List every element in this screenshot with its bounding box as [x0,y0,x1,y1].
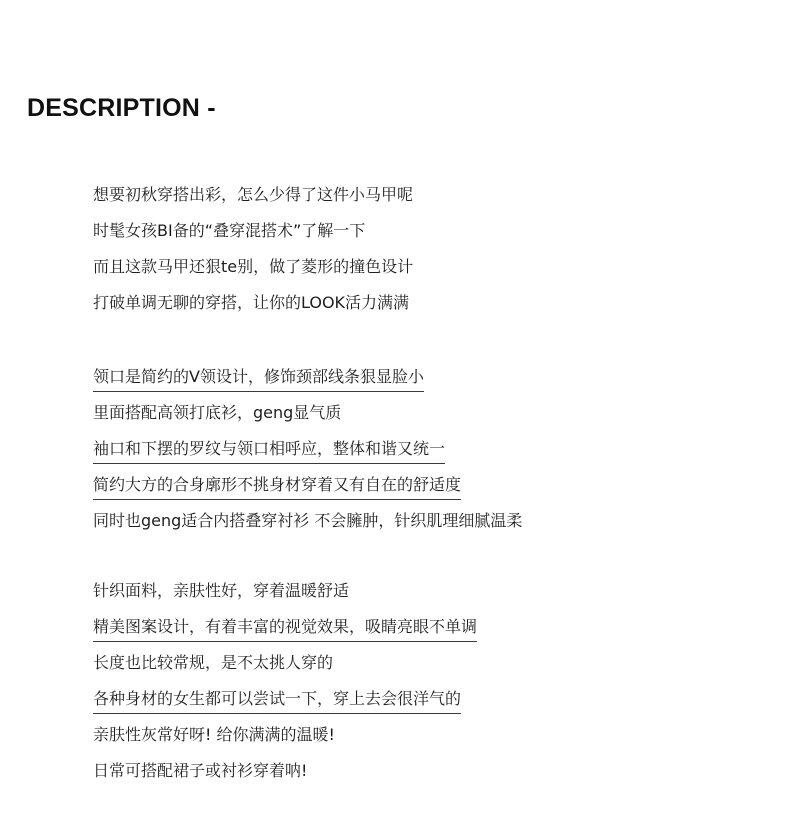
text-line [93,648,753,684]
line-text: 而且这款马甲还狠te别，做了菱形的撞色设计 [93,257,414,276]
line-text: 日常可搭配裙子或衬衫穿着呐! [93,761,308,780]
text-line [93,720,753,756]
text-line [93,252,753,288]
line-text: 针织面料，亲肤性好，穿着温暖舒适 [93,581,350,600]
text-line [93,506,753,542]
line-text: 袖口和下摆的罗纹与领口相呼应，整体和谐又统一 [93,437,445,464]
text-line [93,398,753,434]
paragraph-intro [93,180,753,324]
line-text: 精美图案设计，有着丰富的视觉效果，吸睛亮眼不单调 [93,615,477,642]
text-line-underlined [93,684,753,720]
line-text: 各种身材的女生都可以尝试一下，穿上去会很洋气的 [93,687,461,714]
text-line [93,216,753,252]
line-text: 时髦女孩BI备的“叠穿混搭术”了解一下 [93,221,366,240]
text-line [93,576,753,612]
line-text: 亲肤性灰常好呀! 给你满满的温暖! [93,725,335,744]
text-line-underlined [93,470,753,506]
line-text: 领口是简约的V领设计，修饰颈部线条狠显脸小 [93,365,424,392]
line-text: 想要初秋穿搭出彩，怎么少得了这件小马甲呢 [93,185,414,204]
section-title: DESCRIPTION - [27,94,216,122]
line-text: 简约大方的合身廓形不挑身材穿着又有自在的舒适度 [93,473,461,500]
text-line [93,756,753,792]
text-line [93,180,753,216]
line-text: 里面搭配高领打底衫，geng显气质 [93,403,342,422]
text-line-underlined [93,362,753,398]
paragraph-design-details [93,362,753,542]
line-text: 长度也比较常规，是不太挑人穿的 [93,653,334,672]
paragraph-fabric [93,576,753,792]
line-text: 同时也geng适合内搭叠穿衬衫 不会臃肿，针织肌理细腻温柔 [93,511,523,530]
text-line-underlined [93,434,753,470]
line-text: 打破单调无聊的穿搭，让你的LOOK活力满满 [93,293,410,312]
text-line [93,288,753,324]
text-line-underlined [93,612,753,648]
